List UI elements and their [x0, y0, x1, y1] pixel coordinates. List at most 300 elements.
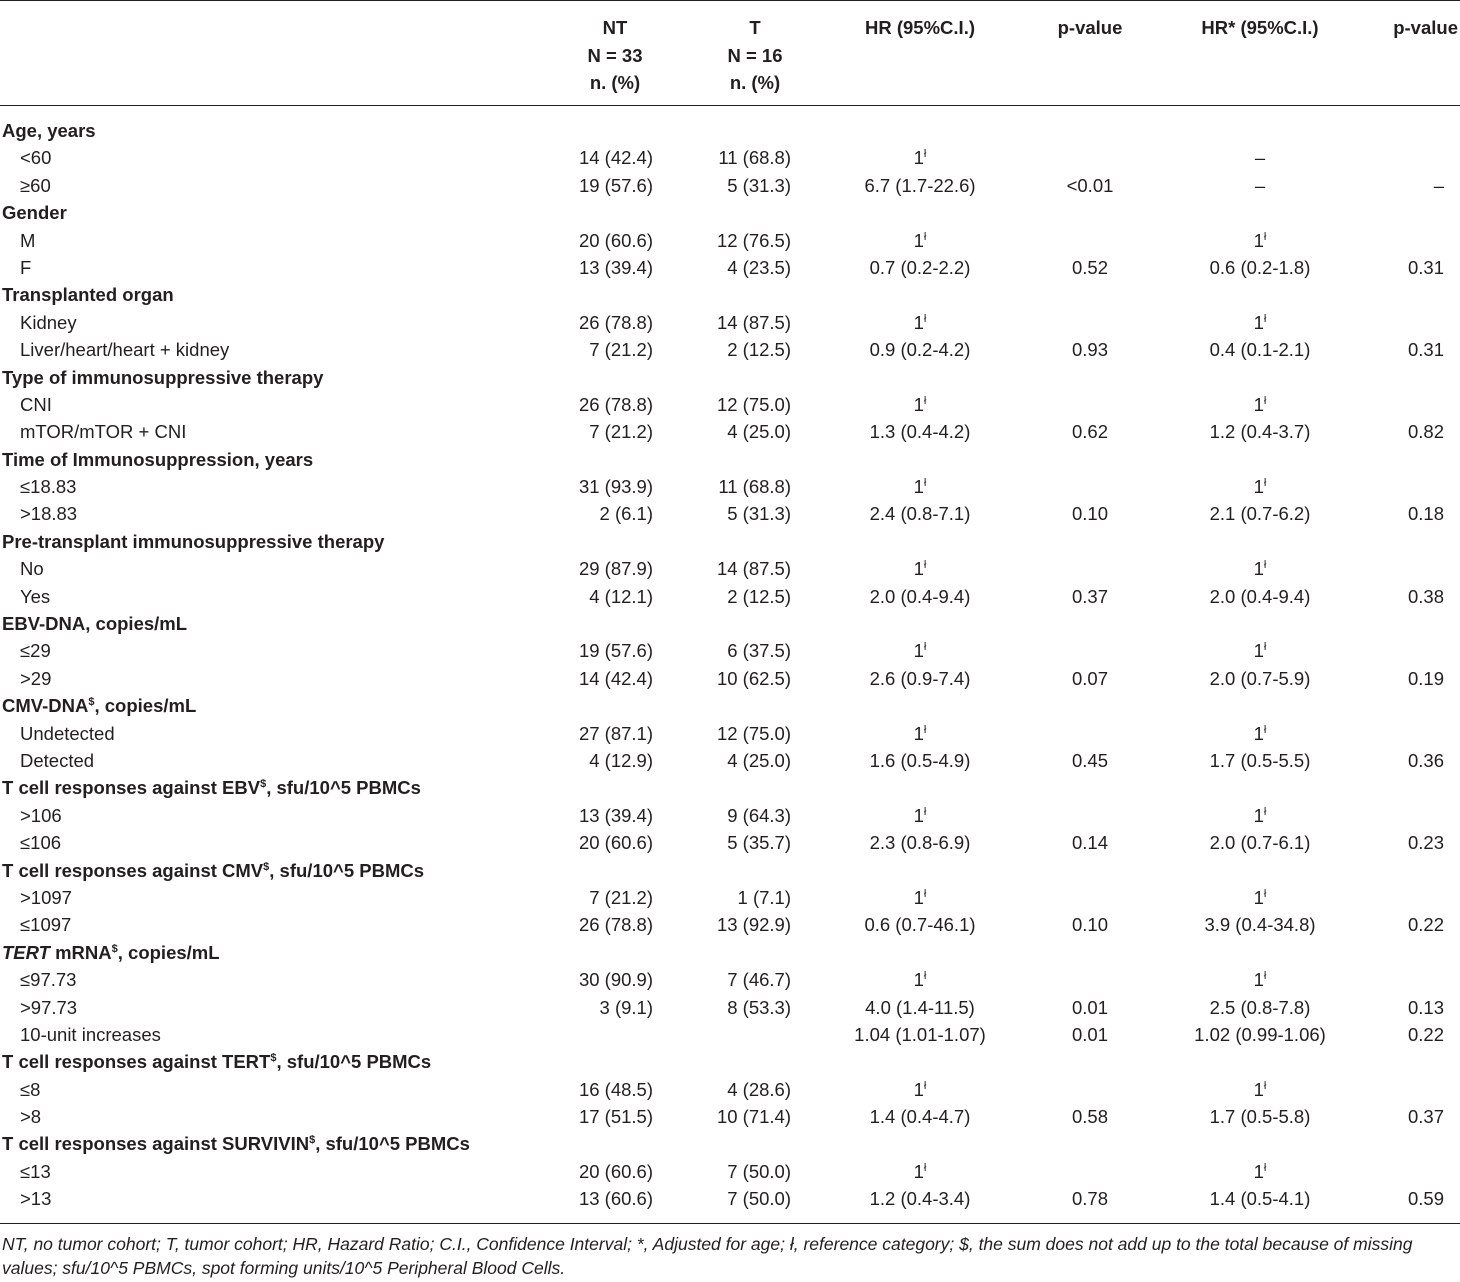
- cell-hr-adjusted: [1160, 1076, 1360, 1103]
- row-label: No: [20, 558, 44, 580]
- section-row: [0, 1048, 1460, 1075]
- reference-value: 1: [913, 640, 924, 662]
- reference-marker: ł: [1263, 1079, 1267, 1092]
- row-label: 10-unit increases: [20, 1023, 161, 1045]
- cell-hr: [820, 309, 1020, 336]
- cell-hr-adjusted: –: [1254, 147, 1266, 169]
- section-row: [0, 199, 1460, 226]
- cell-nt: 27 (87.1): [578, 722, 653, 744]
- cell-p-value: 0.01: [1071, 1023, 1108, 1045]
- reference-value: 1: [913, 311, 924, 333]
- header-t-line: n. (%): [729, 72, 781, 93]
- cell-t: 5 (31.3): [727, 174, 791, 196]
- cell-hr: 0.7 (0.2-2.2): [869, 256, 971, 278]
- cell-p-value-adjusted: 0.31: [1407, 256, 1444, 278]
- label-part: T cell responses against SURVIVIN: [2, 1133, 310, 1155]
- reference-marker: ł: [1263, 805, 1267, 818]
- cell-hr-adjusted: 0.4 (0.1-2.1): [1209, 339, 1311, 361]
- reference-marker: ł: [923, 641, 927, 654]
- table-row: [0, 254, 1460, 281]
- row-label: >29: [20, 667, 52, 689]
- section-label: Transplanted organ: [2, 284, 174, 306]
- reference-marker: ł: [1263, 970, 1267, 983]
- cell-hr: [820, 144, 1020, 171]
- table-row: [0, 500, 1460, 527]
- header-p-value: [1040, 14, 1140, 42]
- cell-p-value: 0.93: [1071, 339, 1108, 361]
- reference-marker: ł: [923, 477, 927, 490]
- reference-value: 1: [1253, 229, 1264, 251]
- row-label: Undetected: [20, 722, 115, 744]
- cell-nt: 4 (12.9): [589, 749, 653, 771]
- cell-t: 2 (12.5): [727, 339, 791, 361]
- cell-t: 6 (37.5): [727, 640, 791, 662]
- reference-value: 1: [913, 722, 924, 744]
- cell-p-value: 0.14: [1071, 832, 1108, 854]
- row-label: ≤29: [20, 640, 51, 662]
- cell-nt: 2 (6.1): [599, 503, 653, 525]
- table-row: [0, 884, 1460, 911]
- label-superscript: $: [88, 696, 95, 709]
- table-row: [0, 1185, 1460, 1212]
- table-row: [0, 665, 1460, 692]
- reference-value: 1: [913, 147, 924, 169]
- reference-marker: ł: [923, 887, 927, 900]
- reference-value: 1: [913, 229, 924, 251]
- cell-t: 4 (23.5): [727, 256, 791, 278]
- section-row: [0, 528, 1460, 555]
- cell-p-value-adjusted: 0.37: [1407, 1106, 1444, 1128]
- cell-hr-adjusted: 2.0 (0.7-5.9): [1209, 667, 1311, 689]
- reference-marker: ł: [1263, 641, 1267, 654]
- cell-t: 13 (92.9): [716, 914, 791, 936]
- reference-value: 1: [1253, 476, 1264, 498]
- cell-p-value-adjusted: 0.22: [1407, 914, 1444, 936]
- row-label: Kidney: [20, 311, 77, 333]
- cell-hr: 0.9 (0.2-4.2): [869, 339, 971, 361]
- row-label: ≤13: [20, 1160, 51, 1182]
- label-part: , sfu/10^5 PBMCs: [315, 1133, 470, 1155]
- cell-p-value-adjusted: 0.59: [1407, 1188, 1444, 1210]
- cell-p-value: 0.01: [1071, 996, 1108, 1018]
- section-row: [0, 939, 1460, 966]
- reference-value: 1: [1253, 969, 1264, 991]
- table-row: [0, 172, 1460, 199]
- cell-hr: 1.04 (1.01-1.07): [854, 1023, 986, 1045]
- cell-nt: 3 (9.1): [599, 996, 653, 1018]
- section-label: Age, years: [2, 120, 96, 141]
- table-row: [0, 1076, 1460, 1103]
- header-rule: [0, 105, 1460, 106]
- row-label: ≥60: [20, 174, 51, 196]
- header-t-line: T: [749, 17, 761, 38]
- label-superscript: $: [111, 942, 118, 955]
- cell-nt: 4 (12.1): [589, 585, 653, 607]
- cell-hr: 0.6 (0.7-46.1): [864, 914, 976, 936]
- cell-hr-adjusted: [1160, 966, 1360, 993]
- section-row: [0, 117, 1460, 144]
- cell-nt: 7 (21.2): [589, 886, 653, 908]
- cell-hr-adjusted: 2.0 (0.4-9.4): [1209, 585, 1311, 607]
- label-part: , sfu/10^5 PBMCs: [269, 859, 425, 881]
- cell-hr-adjusted: 2.0 (0.7-6.1): [1209, 832, 1311, 854]
- row-label: >8: [20, 1106, 42, 1128]
- reference-value: 1: [1253, 1160, 1264, 1182]
- row-label: Yes: [20, 585, 51, 607]
- row-label: >1097: [20, 886, 72, 908]
- table-row: [0, 1158, 1460, 1185]
- cell-p-value-adjusted: 0.22: [1407, 1023, 1444, 1045]
- cell-nt: 19 (57.6): [578, 640, 653, 662]
- table-row: [0, 473, 1460, 500]
- cell-t: 4 (25.0): [727, 421, 791, 443]
- cell-hr: [820, 227, 1020, 254]
- reference-marker: ł: [1263, 1161, 1267, 1174]
- label-part: , sfu/10^5 PBMCs: [266, 777, 421, 799]
- cell-t: 14 (87.5): [716, 558, 791, 580]
- cell-nt: 20 (60.6): [578, 832, 653, 854]
- cell-hr-adjusted: 1.02 (0.99-1.06): [1194, 1023, 1326, 1045]
- cell-hr-adjusted: 1.4 (0.5-4.1): [1209, 1188, 1311, 1210]
- cell-t: 1 (7.1): [737, 886, 791, 908]
- header-hr: [820, 14, 1020, 42]
- cell-t: 12 (76.5): [716, 229, 791, 251]
- cell-nt: 29 (87.9): [578, 558, 653, 580]
- cell-hr: [820, 966, 1020, 993]
- row-label: ≤106: [20, 832, 62, 854]
- reference-marker: ł: [1263, 723, 1267, 736]
- cell-p-value: 0.10: [1071, 914, 1108, 936]
- section-row: [0, 692, 1460, 719]
- cell-p-value: 0.78: [1071, 1188, 1108, 1210]
- cell-nt: 17 (51.5): [578, 1106, 653, 1128]
- cell-hr: [820, 555, 1020, 582]
- cell-p-value: 0.52: [1071, 256, 1108, 278]
- row-label: >18.83: [20, 503, 78, 525]
- reference-value: 1: [1253, 1078, 1264, 1100]
- reference-value: 1: [913, 804, 924, 826]
- section-label: [2, 692, 196, 719]
- header-nt-line: n. (%): [589, 72, 641, 93]
- reference-value: 1: [1253, 558, 1264, 580]
- table-row: [0, 418, 1460, 445]
- cell-t: 10 (62.5): [716, 667, 791, 689]
- section-label: Type of immunosuppressive therapy: [2, 366, 324, 388]
- reference-marker: ł: [923, 230, 927, 243]
- reference-value: 1: [913, 476, 924, 498]
- cell-hr-adjusted: [1160, 802, 1360, 829]
- table-body: [0, 117, 1460, 1213]
- cell-t: 9 (64.3): [727, 804, 791, 826]
- cell-p-value-adjusted: 0.31: [1407, 339, 1444, 361]
- cell-t: 12 (75.0): [716, 722, 791, 744]
- row-label: Detected: [20, 749, 95, 771]
- section-row: [0, 446, 1460, 473]
- table-row: [0, 555, 1460, 582]
- cell-nt: 31 (93.9): [578, 476, 653, 498]
- cell-nt: 20 (60.6): [578, 229, 653, 251]
- reference-value: 1: [1253, 393, 1264, 415]
- section-label: Gender: [2, 202, 67, 224]
- label-part: T cell responses against TERT: [2, 1051, 271, 1073]
- label-part: , copies/mL: [117, 941, 220, 963]
- cell-hr-adjusted: [1160, 555, 1360, 582]
- cell-hr-adjusted: 3.9 (0.4-34.8): [1204, 914, 1316, 936]
- cell-hr: [820, 802, 1020, 829]
- section-label: Time of Immunosuppression, years: [2, 448, 314, 470]
- reference-value: 1: [1253, 640, 1264, 662]
- table-bottom-rule: [0, 1223, 1460, 1224]
- cell-hr-adjusted: 0.6 (0.2-1.8): [1209, 256, 1311, 278]
- cell-hr-adjusted: 2.1 (0.7-6.2): [1209, 503, 1311, 525]
- cell-p-value-adjusted: 0.82: [1407, 421, 1444, 443]
- reference-marker: ł: [1263, 312, 1267, 325]
- cell-hr: [820, 391, 1020, 418]
- table-row: [0, 747, 1460, 774]
- cell-nt: 14 (42.4): [578, 147, 653, 169]
- table-footnote: NT, no tumor cohort; T, tumor cohort; HR, Hazard Ratio; C.I., Confidence Interval; *, Adjusted for age; ł, reference category; $, the sum does not add up to the total because of missing values; sfu/10^5 PBMCs, spot forming units/10^5 Peripheral Blood Cells.: [2, 1234, 1413, 1278]
- cell-hr-adjusted: [1160, 227, 1360, 254]
- cell-hr-adjusted: [1160, 720, 1360, 747]
- cell-p-value: 0.45: [1071, 749, 1108, 771]
- section-label: [2, 1048, 431, 1075]
- reference-value: 1: [913, 1078, 924, 1100]
- cell-p-value-adjusted: 0.19: [1407, 667, 1444, 689]
- cell-hr-adjusted: [1160, 1158, 1360, 1185]
- cell-hr: 1.6 (0.5-4.9): [869, 749, 971, 771]
- section-label: [2, 1130, 470, 1157]
- table-row: [0, 336, 1460, 363]
- header-t-line: N = 16: [727, 44, 783, 66]
- section-row: [0, 281, 1460, 308]
- table-row: [0, 1103, 1460, 1130]
- section-label: Pre-transplant immunosuppressive therapy: [2, 530, 385, 552]
- row-label: ≤18.83: [20, 476, 77, 498]
- header-p-adjusted-label: p-value: [1393, 17, 1458, 38]
- label-part: , copies/mL: [94, 695, 197, 717]
- reference-value: 1: [913, 886, 924, 908]
- reference-marker: ł: [1263, 230, 1267, 243]
- cell-hr-adjusted: [1160, 884, 1360, 911]
- cell-t: 5 (35.7): [727, 832, 791, 854]
- cell-t: 11 (68.8): [718, 476, 791, 498]
- cell-hr-adjusted: [1160, 309, 1360, 336]
- cell-nt: 26 (78.8): [578, 311, 653, 333]
- row-label: >106: [20, 804, 62, 826]
- reference-marker: ł: [923, 1161, 927, 1174]
- table-row: [0, 309, 1460, 336]
- header-hr-adjusted-label: HR* (95%C.I.): [1201, 17, 1319, 38]
- cell-hr: 6.7 (1.7-22.6): [864, 174, 976, 196]
- cell-p-value: 0.62: [1071, 421, 1108, 443]
- section-row: [0, 610, 1460, 637]
- cell-t: 7 (46.7): [727, 969, 791, 991]
- table-row: [0, 583, 1460, 610]
- reference-value: 1: [913, 969, 924, 991]
- reference-marker: ł: [1263, 477, 1267, 490]
- cell-hr: [820, 720, 1020, 747]
- cell-p-value-adjusted: 0.18: [1407, 503, 1444, 525]
- row-label: <60: [20, 147, 52, 169]
- row-label: mTOR/mTOR + CNI: [20, 421, 187, 443]
- table-row: [0, 966, 1460, 993]
- row-label: ≤97.73: [20, 969, 77, 991]
- row-label: Liver/heart/heart + kidney: [20, 339, 230, 361]
- reference-marker: ł: [1263, 394, 1267, 407]
- header-p-label: p-value: [1057, 17, 1123, 38]
- cell-hr-adjusted: 1.7 (0.5-5.8): [1209, 1106, 1311, 1128]
- cell-t: 12 (75.0): [716, 393, 791, 415]
- header-nt: [565, 14, 665, 97]
- label-part: , sfu/10^5 PBMCs: [276, 1051, 432, 1073]
- table-row: [0, 911, 1460, 938]
- row-label: >13: [20, 1188, 52, 1210]
- row-label: CNI: [20, 393, 52, 415]
- reference-value: 1: [1253, 804, 1264, 826]
- reference-marker: ł: [923, 805, 927, 818]
- reference-marker: ł: [923, 723, 927, 736]
- cell-t: 8 (53.3): [727, 996, 791, 1018]
- reference-value: 1: [1253, 886, 1264, 908]
- reference-value: 1: [913, 558, 924, 580]
- table-row: [0, 227, 1460, 254]
- cell-hr: 2.3 (0.8-6.9): [869, 832, 971, 854]
- header-t: [705, 14, 805, 97]
- cell-hr-adjusted: [1160, 637, 1360, 664]
- cell-p-value: 0.37: [1071, 585, 1108, 607]
- cell-nt: 7 (21.2): [589, 421, 653, 443]
- cell-p-value: 0.07: [1071, 667, 1108, 689]
- section-row: [0, 364, 1460, 391]
- cell-p-value-adjusted: –: [1433, 174, 1444, 196]
- reference-marker: ł: [923, 394, 927, 407]
- cell-t: 10 (71.4): [716, 1106, 791, 1128]
- reference-marker: ł: [923, 559, 927, 572]
- cell-t: 7 (50.0): [727, 1188, 791, 1210]
- cell-p-value-adjusted: 0.13: [1407, 996, 1444, 1018]
- label-part: T cell responses against EBV: [2, 777, 261, 799]
- reference-value: 1: [1253, 722, 1264, 744]
- cell-hr: [820, 473, 1020, 500]
- cell-t: 14 (87.5): [716, 311, 791, 333]
- row-label: >97.73: [20, 996, 78, 1018]
- table-row: [0, 802, 1460, 829]
- label-italic-part: TERT: [2, 941, 50, 963]
- table-top-rule: [0, 0, 1460, 1]
- cell-hr: [820, 1158, 1020, 1185]
- cell-t: 4 (28.6): [727, 1078, 791, 1100]
- cell-hr: 2.4 (0.8-7.1): [869, 503, 971, 525]
- reference-value: 1: [913, 393, 924, 415]
- reference-marker: ł: [923, 1079, 927, 1092]
- cell-p-value: 0.58: [1071, 1106, 1108, 1128]
- reference-value: 1: [1253, 311, 1264, 333]
- cell-hr: 2.0 (0.4-9.4): [869, 585, 971, 607]
- row-label: F: [20, 256, 32, 278]
- row-label: M: [20, 229, 36, 251]
- label-part: CMV-DNA: [2, 695, 89, 717]
- table-row: [0, 144, 1460, 171]
- reference-value: 1: [913, 1160, 924, 1182]
- cell-t: 11 (68.8): [718, 147, 791, 169]
- cell-t: 5 (31.3): [727, 503, 791, 525]
- cell-nt: 13 (39.4): [578, 256, 653, 278]
- cell-hr: [820, 637, 1020, 664]
- label-part: T cell responses against CMV: [2, 859, 264, 881]
- row-label: ≤1097: [20, 914, 72, 936]
- table-row: [0, 1021, 1460, 1048]
- cell-nt: 26 (78.8): [578, 393, 653, 415]
- section-label: [2, 774, 421, 801]
- cell-p-value-adjusted: 0.23: [1407, 832, 1444, 854]
- header-hr-adjusted: [1160, 14, 1360, 42]
- reference-marker: ł: [923, 148, 927, 161]
- section-label: EBV-DNA, copies/mL: [2, 613, 188, 635]
- cell-t: 7 (50.0): [727, 1160, 791, 1182]
- table-row: [0, 720, 1460, 747]
- cell-p-value: 0.10: [1071, 503, 1108, 525]
- cell-nt: 14 (42.4): [578, 667, 653, 689]
- cell-hr-adjusted: [1160, 391, 1360, 418]
- row-label: ≤8: [20, 1078, 41, 1100]
- header-hr-label: HR (95%C.I.): [865, 17, 975, 38]
- table-row: [0, 391, 1460, 418]
- label-superscript: $: [263, 860, 270, 873]
- cell-nt: 13 (39.4): [578, 804, 653, 826]
- label-superscript: $: [260, 778, 267, 791]
- cell-hr: 1.3 (0.4-4.2): [869, 421, 971, 443]
- reference-marker: ł: [923, 312, 927, 325]
- header-p-value-adjusted: [1372, 14, 1458, 42]
- section-row: [0, 1130, 1460, 1157]
- cell-p-value: <0.01: [1066, 174, 1114, 196]
- section-row: [0, 857, 1460, 884]
- cell-hr-adjusted: 2.5 (0.8-7.8): [1209, 996, 1311, 1018]
- cell-nt: 16 (48.5): [578, 1078, 653, 1100]
- cell-t: 4 (25.0): [727, 749, 791, 771]
- cell-hr-adjusted: 1.2 (0.4-3.7): [1209, 421, 1311, 443]
- section-label: [2, 939, 220, 966]
- cell-p-value-adjusted: 0.36: [1407, 749, 1444, 771]
- reference-marker: ł: [923, 970, 927, 983]
- cell-nt: 19 (57.6): [578, 174, 653, 196]
- section-row: [0, 774, 1460, 801]
- cell-nt: 30 (90.9): [578, 969, 653, 991]
- cell-hr: 2.6 (0.9-7.4): [869, 667, 971, 689]
- cell-hr: [820, 884, 1020, 911]
- cell-hr-adjusted: –: [1254, 174, 1266, 196]
- label-superscript: $: [270, 1052, 277, 1065]
- table-row: [0, 637, 1460, 664]
- cell-nt: 7 (21.2): [589, 339, 653, 361]
- cell-nt: 26 (78.8): [578, 914, 653, 936]
- header-nt-line: NT: [602, 17, 628, 38]
- label-superscript: $: [309, 1134, 316, 1147]
- cell-hr-adjusted: 1.7 (0.5-5.5): [1209, 749, 1311, 771]
- cell-hr: 4.0 (1.4-11.5): [865, 996, 975, 1018]
- cell-nt: 13 (60.6): [578, 1188, 653, 1210]
- header-nt-line: N = 33: [587, 44, 643, 66]
- cell-hr-adjusted: [1160, 473, 1360, 500]
- label-part: mRNA: [49, 941, 112, 963]
- section-label: [2, 857, 424, 884]
- cell-hr: 1.4 (0.4-4.7): [869, 1106, 971, 1128]
- cell-hr: 1.2 (0.4-3.4): [869, 1188, 971, 1210]
- reference-marker: ł: [1263, 559, 1267, 572]
- cell-hr: [820, 1076, 1020, 1103]
- cell-nt: 20 (60.6): [578, 1160, 653, 1182]
- cell-t: 2 (12.5): [727, 585, 791, 607]
